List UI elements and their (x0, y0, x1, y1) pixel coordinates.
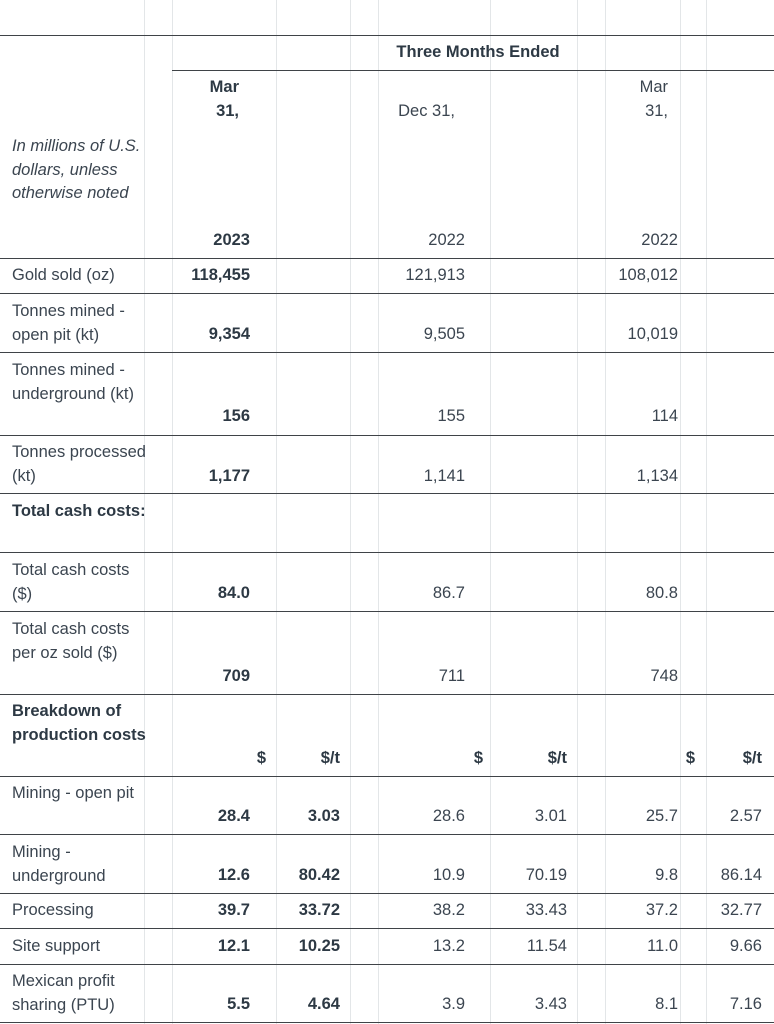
processing-dollar-mar-2022: 37.2 (645, 901, 678, 919)
tonnes-underground-dec-2022: 155 (437, 407, 465, 425)
tonnes-underground-2023: 156 (222, 407, 250, 425)
row-label-gold-sold: Gold sold (oz) (12, 266, 115, 284)
grid-line (577, 0, 578, 1024)
ptu-dollar-2023: 5.5 (227, 995, 250, 1013)
grid-line (378, 0, 379, 1024)
mining-open-pit-dollar-mar-2022: 25.7 (645, 807, 678, 825)
rule (0, 258, 774, 259)
row-label-tonnes-underground: Tonnes mined - underground (kt) (12, 361, 134, 403)
total-cash-costs-per-oz-dec-2022: 711 (438, 667, 465, 685)
processing-per-t-2023: 33.72 (298, 901, 340, 919)
processing-per-t-mar-2022: 32.77 (720, 901, 762, 919)
col1-month: Mar (209, 78, 239, 96)
mining-underground-per-t-dec-2022: 70.19 (525, 866, 567, 884)
ptu-per-t-2023: 4.64 (307, 995, 340, 1013)
gold-sold-mar-2022: 108,012 (618, 266, 678, 284)
col2-year: 2022 (428, 231, 465, 249)
gold-sold-2023: 118,455 (191, 266, 250, 284)
tonnes-open-pit-dec-2022: 9,505 (423, 325, 465, 343)
rule (0, 552, 774, 553)
row-label-processing: Processing (12, 901, 94, 919)
rule (0, 435, 774, 436)
row-label-tonnes-processed: Tonnes processed (kt) (12, 443, 146, 485)
rule (0, 694, 774, 695)
row-label-mining-underground: Mining - underground (12, 843, 106, 885)
rule (0, 293, 774, 294)
total-cash-costs-per-oz-2023: 709 (222, 667, 250, 685)
site-support-dollar-dec-2022: 13.2 (432, 937, 465, 955)
col3-per-t-header: $/t (742, 749, 762, 767)
tonnes-open-pit-mar-2022: 10,019 (627, 325, 678, 343)
ptu-per-t-mar-2022: 7.16 (729, 995, 762, 1013)
site-support-per-t-2023: 10.25 (298, 937, 340, 955)
mining-open-pit-per-t-mar-2022: 2.57 (729, 807, 762, 825)
processing-dollar-2023: 39.7 (217, 901, 250, 919)
col1-day: 31, (216, 102, 239, 120)
mining-open-pit-dollar-2023: 28.4 (217, 807, 250, 825)
rule (172, 70, 774, 71)
mining-underground-dollar-mar-2022: 9.8 (655, 866, 678, 884)
row-label-ptu: Mexican profit sharing (PTU) (12, 972, 115, 1014)
rule (0, 1022, 774, 1023)
rule (0, 493, 774, 494)
col3-dollar-header: $ (685, 749, 695, 767)
processing-dollar-dec-2022: 38.2 (432, 901, 465, 919)
col1-dollar-header: $ (256, 749, 266, 767)
processing-per-t-dec-2022: 33.43 (525, 901, 567, 919)
rule (0, 611, 774, 612)
rule (0, 928, 774, 929)
rule (0, 35, 774, 36)
rule (0, 964, 774, 965)
grid-line (680, 0, 681, 1024)
site-support-dollar-2023: 12.1 (217, 937, 250, 955)
ptu-dollar-mar-2022: 8.1 (655, 995, 678, 1013)
site-support-per-t-mar-2022: 9.66 (729, 937, 762, 955)
col3-year: 2022 (641, 231, 678, 249)
row-label-total-cash-costs: Total cash costs ($) (12, 561, 130, 603)
row-label-tonnes-open-pit: Tonnes mined - open pit (kt) (12, 302, 125, 344)
tonnes-processed-dec-2022: 1,141 (423, 467, 465, 485)
tonnes-open-pit-2023: 9,354 (208, 325, 250, 343)
rule (0, 834, 774, 835)
mining-underground-per-t-mar-2022: 86.14 (720, 866, 762, 884)
col2-per-t-header: $/t (547, 749, 567, 767)
tonnes-processed-2023: 1,177 (208, 467, 250, 485)
mining-open-pit-dollar-dec-2022: 28.6 (432, 807, 465, 825)
site-support-per-t-dec-2022: 11.54 (526, 937, 567, 955)
mining-underground-dollar-2023: 12.6 (217, 866, 250, 884)
total-cash-costs-mar-2022: 80.8 (645, 584, 678, 602)
tonnes-underground-mar-2022: 114 (651, 407, 678, 425)
row-label-total-cash-costs-per-oz: Total cash costs per oz sold ($) (12, 620, 130, 662)
mining-open-pit-per-t-dec-2022: 3.01 (534, 807, 567, 825)
row-label-mining-open-pit: Mining - open pit (12, 784, 134, 802)
total-cash-costs-per-oz-mar-2022: 748 (650, 667, 678, 685)
group-title: Three Months Ended (396, 43, 560, 61)
col3-day: 31, (645, 102, 668, 120)
section-heading-breakdown: Breakdown of production costs (12, 702, 146, 744)
gold-sold-dec-2022: 121,913 (405, 266, 465, 284)
rule (0, 776, 774, 777)
units-note: In millions of U.S. dollars, unless otherwise noted (12, 137, 141, 202)
col2-date: Dec 31, (398, 102, 455, 120)
ptu-dollar-dec-2022: 3.9 (442, 995, 465, 1013)
mining-underground-per-t-2023: 80.42 (298, 866, 340, 884)
col1-year: 2023 (213, 231, 250, 249)
rule (0, 352, 774, 353)
col2-dollar-header: $ (473, 749, 483, 767)
col3-month: Mar (639, 78, 668, 96)
tonnes-processed-mar-2022: 1,134 (636, 467, 678, 485)
total-cash-costs-2023: 84.0 (217, 584, 250, 602)
row-label-site-support: Site support (12, 937, 101, 955)
site-support-dollar-mar-2022: 11.0 (647, 937, 678, 955)
mining-underground-dollar-dec-2022: 10.9 (432, 866, 465, 884)
grid-line (350, 0, 351, 1024)
section-heading-total-cash-costs: Total cash costs: (12, 502, 146, 520)
col1-per-t-header: $/t (320, 749, 340, 767)
rule (0, 893, 774, 894)
ptu-per-t-dec-2022: 3.43 (534, 995, 567, 1013)
total-cash-costs-dec-2022: 86.7 (432, 584, 465, 602)
mining-open-pit-per-t-2023: 3.03 (307, 807, 340, 825)
